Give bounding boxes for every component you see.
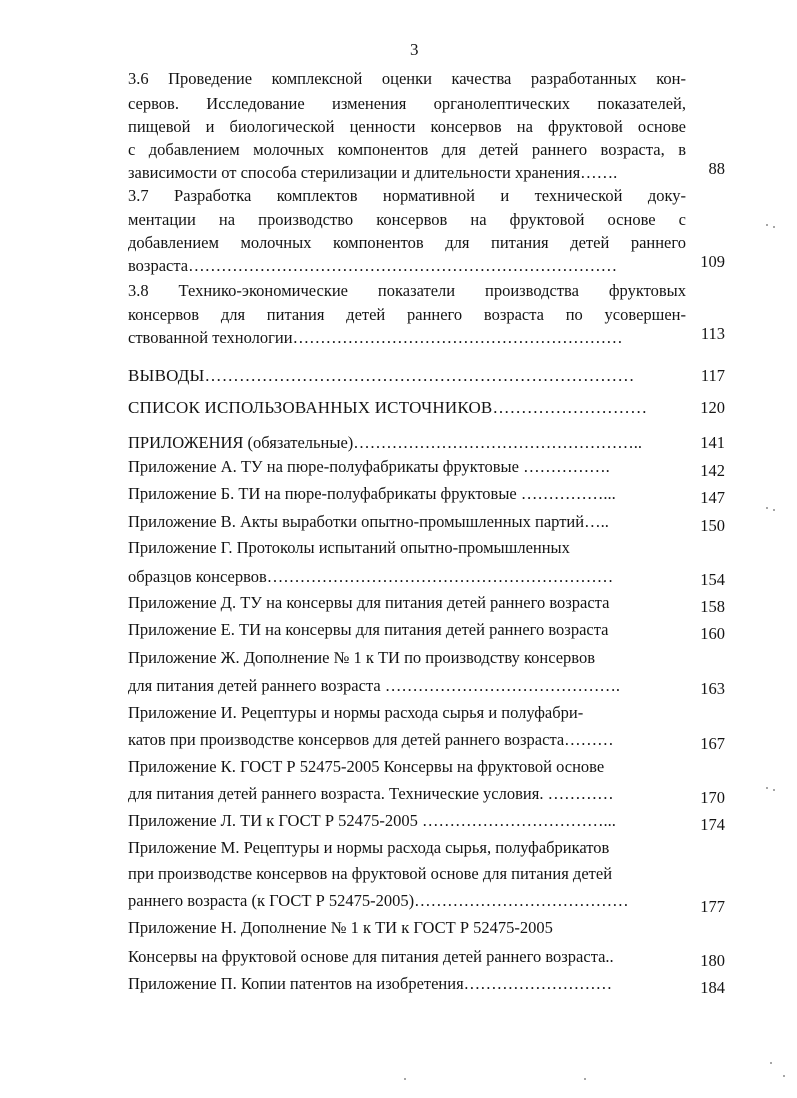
toc-line: Приложение Б. ТИ на пюре-полуфабрикаты фруктовые ……………...: [128, 484, 616, 503]
toc-page-number: 113: [700, 324, 725, 343]
toc-line: Консервы на фруктовой основе для питания детей раннего возраста..: [128, 947, 614, 966]
toc-page-number: 180: [700, 951, 725, 970]
toc-page-number: 147: [700, 488, 725, 507]
scan-speck: [770, 1062, 772, 1064]
toc-page-number: 163: [700, 679, 725, 698]
toc-page-number: 150: [700, 516, 725, 535]
toc-page-number: 158: [700, 597, 725, 616]
toc-page-number: 117: [700, 366, 725, 385]
toc-page-number: 184: [700, 978, 725, 997]
scan-speck: [783, 1075, 785, 1077]
toc-line: катов при производстве консервов для детей раннего возраста………: [128, 730, 614, 749]
toc-line: ствованной технологии……………………………………………………: [128, 328, 623, 347]
toc-line: Приложение Л. ТИ к ГОСТ Р 52475-2005 ……………………………...: [128, 811, 616, 830]
toc-line: раннего возраста (к ГОСТ Р 52475-2005)…………………………………: [128, 891, 629, 910]
toc-heading: ВЫВОДЫ…………………………………………………………………: [128, 366, 635, 385]
toc-line: 3.7 Разработка комплектов нормативной и технической доку-: [128, 186, 686, 205]
toc-line: пищевой и биологической ценности консервов на фруктовой основе: [128, 117, 686, 136]
toc-line: при производстве консервов на фруктовой основе для питания детей: [128, 864, 613, 883]
toc-page-number: 167: [700, 734, 725, 753]
toc-page-number: 120: [700, 398, 725, 417]
toc-line: Приложение Н. Дополнение № 1 к ТИ к ГОСТ Р 52475-2005: [128, 918, 553, 937]
toc-line: зависимости от способа стерилизации и длительности хранения…….: [128, 163, 618, 182]
toc-line: Приложение Е. ТИ на консервы для питания детей раннего возраста: [128, 620, 609, 639]
toc-page-number: 177: [700, 897, 725, 916]
toc-line: Приложение В. Акты выработки опытно-промышленных партий…..: [128, 512, 609, 531]
toc-heading: СПИСОК ИСПОЛЬЗОВАННЫХ ИСТОЧНИКОВ………………………: [128, 398, 648, 417]
toc-line: Приложение Д. ТУ на консервы для питания детей раннего возраста: [128, 593, 610, 612]
scan-speck: [773, 226, 775, 228]
toc-line: сервов. Исследование изменения органолептических показателей,: [128, 94, 686, 113]
toc-page-number: 142: [700, 461, 725, 480]
toc-line: для питания детей раннего возраста. Технические условия. …………: [128, 784, 614, 803]
scan-speck: [766, 507, 768, 509]
toc-line: Приложение К. ГОСТ Р 52475-2005 Консервы на фруктовой основе: [128, 757, 605, 776]
toc-line: Приложение Г. Протоколы испытаний опытно-промышленных: [128, 538, 570, 557]
toc-line: возраста……………………………………………………………………: [128, 256, 618, 275]
page-number: 3: [410, 40, 419, 59]
toc-line: 3.8 Технико-экономические показатели производства фруктовых: [128, 281, 686, 300]
toc-heading: ПРИЛОЖЕНИЯ (обязательные)……………………………………………..: [128, 433, 643, 452]
toc-line: Приложение Ж. Дополнение № 1 к ТИ по производству консервов: [128, 648, 596, 667]
toc-line: 3.6 Проведение комплексной оценки качества разработанных кон-: [128, 69, 686, 88]
toc-line: для питания детей раннего возраста …………………………………….: [128, 676, 620, 695]
toc-page-number: 141: [700, 433, 725, 452]
toc-page-number: 154: [700, 570, 725, 589]
toc-page-number: 174: [700, 815, 725, 834]
scan-speck: [766, 224, 768, 226]
toc-line: Приложение П. Копии патентов на изобретения………………………: [128, 974, 613, 993]
scan-speck: [773, 509, 775, 511]
scan-speck: [584, 1078, 586, 1080]
scan-speck: [773, 789, 775, 791]
toc-page-number: 170: [700, 788, 725, 807]
toc-line: Приложение И. Рецептуры и нормы расхода сырья и полуфабри-: [128, 703, 584, 722]
toc-page-number: 88: [708, 159, 725, 178]
toc-line: Приложение А. ТУ на пюре-полуфабрикаты фруктовые …………….: [128, 457, 610, 476]
toc-line: с добавлением молочных компонентов для детей раннего возраста, в: [128, 140, 686, 159]
toc-line: образцов консервов………………………………………………………: [128, 567, 614, 586]
scan-speck: [766, 787, 768, 789]
toc-page-number: 160: [700, 624, 725, 643]
toc-page-number: 109: [700, 252, 725, 271]
toc-line: добавлением молочных компонентов для питания детей раннего: [128, 233, 686, 252]
toc-line: Приложение М. Рецептуры и нормы расхода сырья, полуфабрикатов: [128, 838, 610, 857]
toc-line: консервов для питания детей раннего возраста по усовершен-: [128, 305, 686, 324]
scan-speck: [404, 1078, 406, 1080]
toc-line: ментации на производство консервов на фруктовой основе с: [128, 210, 686, 229]
